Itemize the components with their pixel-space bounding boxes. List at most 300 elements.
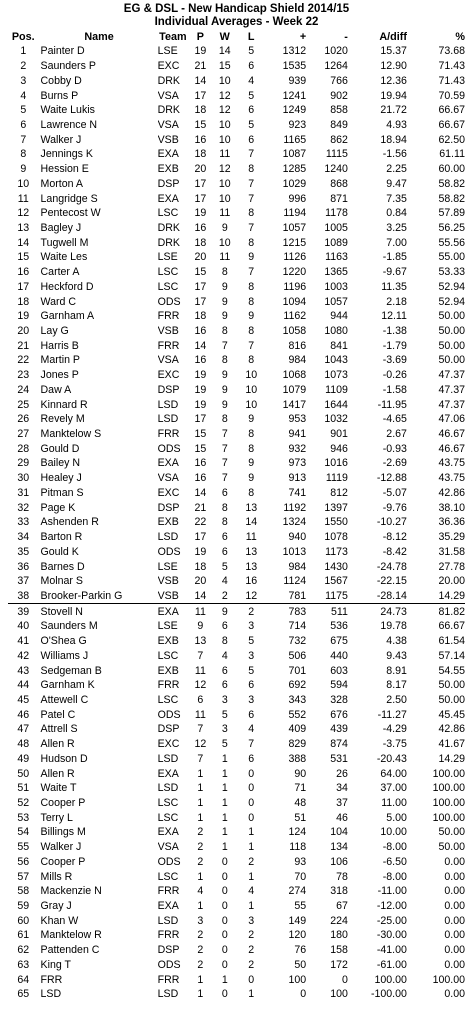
cell-won: 0 <box>221 929 228 942</box>
cell-avg-diff: 11.35 <box>381 280 407 293</box>
cell-played: 21 <box>194 501 207 514</box>
cell-avg-diff: 3.25 <box>386 221 407 234</box>
cell-for: 51 <box>294 811 307 824</box>
cell-lost: 7 <box>248 266 255 279</box>
cell-team: EXB <box>157 516 179 529</box>
table-row <box>8 176 465 191</box>
cell-lost: 8 <box>248 325 255 338</box>
table-row <box>8 206 465 221</box>
table-row <box>8 412 465 427</box>
cell-pos: 51 <box>17 782 30 795</box>
cell-for: 124 <box>288 826 307 839</box>
cell-for: 71 <box>294 782 307 795</box>
cell-team: ODS <box>157 958 181 971</box>
cell-lost: 4 <box>248 885 255 898</box>
cell-pos: 48 <box>17 738 30 751</box>
cell-pos: 3 <box>20 74 27 87</box>
cell-name: Healey J <box>40 472 82 485</box>
cell-team: LSC <box>157 797 179 810</box>
cell-pos: 20 <box>17 325 30 338</box>
table-row <box>8 707 465 722</box>
cell-name: Billings M <box>40 826 86 839</box>
table-row <box>8 397 465 412</box>
cell-avg-diff: -0.26 <box>382 369 407 382</box>
cell-percent: 58.82 <box>438 177 465 190</box>
cell-name: Barnes D <box>40 560 85 573</box>
cell-avg-diff: -3.75 <box>382 738 407 751</box>
cell-avg-diff: -3.69 <box>382 354 407 367</box>
cell-won: 8 <box>221 354 228 367</box>
cell-for: 692 <box>288 679 307 692</box>
cell-for: 552 <box>288 708 307 721</box>
cell-for: 1194 <box>283 207 307 220</box>
cell-won: 14 <box>218 45 231 58</box>
cell-name: Hession E <box>40 163 89 176</box>
cell-team: ODS <box>157 295 181 308</box>
cell-percent: 50.00 <box>438 826 465 839</box>
cell-pos: 60 <box>17 914 30 927</box>
table-body <box>8 44 465 1002</box>
cell-pos: 34 <box>17 531 30 544</box>
cell-team: ODS <box>157 442 181 455</box>
table-row <box>8 353 465 368</box>
cell-name: Pattenden C <box>40 944 100 957</box>
table-row <box>8 118 465 133</box>
cell-against: 1080 <box>324 325 348 338</box>
cell-lost: 0 <box>248 811 255 824</box>
cell-won: 0 <box>221 944 228 957</box>
cell-pos: 32 <box>17 501 30 514</box>
cell-name: Manktelow S <box>40 428 102 441</box>
table-row <box>8 810 465 825</box>
cell-pos: 61 <box>17 929 30 942</box>
cell-percent: 46.67 <box>438 428 465 441</box>
cell-avg-diff: 64.00 <box>380 767 407 780</box>
cell-lost: 8 <box>248 486 255 499</box>
cell-won: 11 <box>219 251 231 264</box>
cell-played: 4 <box>197 885 204 898</box>
table-row <box>8 427 465 442</box>
cell-pos: 36 <box>17 560 30 573</box>
cell-team: LSE <box>157 620 178 633</box>
cell-pos: 27 <box>17 428 30 441</box>
cell-name: Cooper P <box>40 797 86 810</box>
cell-percent: 38.10 <box>438 501 465 514</box>
cell-lost: 8 <box>248 354 255 367</box>
table-row <box>8 368 465 383</box>
cell-lost: 2 <box>248 944 255 957</box>
cell-team: LSE <box>157 251 178 264</box>
cell-pos: 12 <box>17 207 30 220</box>
cell-played: 2 <box>197 855 204 868</box>
cell-won: 9 <box>221 383 228 396</box>
cell-avg-diff: -12.88 <box>376 472 407 485</box>
cell-for: 120 <box>288 929 307 942</box>
cell-name: Ward C <box>40 295 77 308</box>
cell-lost: 8 <box>248 442 255 455</box>
cell-pos: 10 <box>17 177 30 190</box>
cell-name: Sedgeman B <box>40 664 102 677</box>
cell-lost: 2 <box>248 605 255 618</box>
table-row <box>8 604 465 619</box>
cell-team: VSA <box>157 89 179 102</box>
cell-pos: 54 <box>17 826 30 839</box>
cell-team: DRK <box>157 74 180 87</box>
cell-team: LSC <box>157 649 179 662</box>
cell-percent: 55.00 <box>438 251 465 264</box>
cell-name: Attrell S <box>40 723 78 736</box>
header-row <box>8 30 465 44</box>
cell-name: Attewell C <box>40 693 89 706</box>
cell-percent: 50.00 <box>438 679 465 692</box>
cell-won: 9 <box>221 295 228 308</box>
cell-for: 1312 <box>282 45 307 58</box>
cell-against: 1109 <box>325 383 348 396</box>
cell-team: EXB <box>157 163 179 176</box>
cell-pos: 17 <box>17 280 30 293</box>
cell-percent: 20.00 <box>438 575 465 588</box>
col-header-won: W <box>219 31 230 43</box>
cell-avg-diff: -11.00 <box>377 885 407 898</box>
table-row <box>8 544 465 559</box>
cell-for: 953 <box>288 413 307 426</box>
cell-team: LSD <box>157 398 179 411</box>
cell-won: 15 <box>218 60 231 73</box>
cell-percent: 50.00 <box>438 693 465 706</box>
cell-for: 1165 <box>283 133 307 146</box>
cell-percent: 14.29 <box>407 589 465 604</box>
cell-percent: 57.14 <box>438 649 465 662</box>
cell-won: 12 <box>218 163 231 176</box>
cell-team: FRR <box>157 428 180 441</box>
cell-played: 18 <box>194 310 207 323</box>
cell-team: LSC <box>157 693 179 706</box>
cell-won: 2 <box>213 589 237 604</box>
cell-against: 1644 <box>324 398 348 411</box>
cell-pos: 33 <box>17 516 30 529</box>
cell-name: Waite Lukis <box>40 104 95 117</box>
col-header-pos: Pos. <box>11 31 35 43</box>
cell-played: 16 <box>194 325 207 338</box>
table-row <box>8 589 465 604</box>
cell-pos: 43 <box>17 664 30 677</box>
cell-name: Saunders P <box>40 60 96 73</box>
cell-for: 1079 <box>282 383 307 396</box>
cell-won: 0 <box>221 988 228 1001</box>
cell-won: 9 <box>221 605 228 618</box>
cell-name: King T <box>40 958 71 971</box>
cell-name: Morton A <box>40 177 83 190</box>
cell-lost: 6 <box>248 679 255 692</box>
cell-team: LSD <box>157 782 179 795</box>
cell-percent: 47.37 <box>438 383 465 396</box>
col-header-team: Team <box>159 31 187 43</box>
cell-name: Gould K <box>40 545 79 558</box>
table-row <box>8 88 465 103</box>
cell-avg-diff: 9.43 <box>386 649 407 662</box>
cell-won: 10 <box>218 236 231 249</box>
cell-against: 1264 <box>324 60 348 73</box>
cell-avg-diff: -8.42 <box>382 545 407 558</box>
cell-won: 4 <box>221 575 228 588</box>
cell-for: 732 <box>288 635 307 648</box>
cell-name: Jones P <box>40 369 79 382</box>
cell-avg-diff: 37.00 <box>380 782 407 795</box>
cell-percent: 58.82 <box>438 192 465 205</box>
cell-for: 1029 <box>282 177 307 190</box>
table-row <box>8 73 465 88</box>
cell-avg-diff: -20.43 <box>376 752 407 765</box>
cell-lost: 0 <box>248 767 255 780</box>
cell-percent: 0.00 <box>444 929 465 942</box>
cell-won: 0 <box>221 855 228 868</box>
cell-percent: 100.00 <box>432 782 465 795</box>
cell-won: 0 <box>221 870 228 883</box>
cell-for: 1068 <box>282 369 307 382</box>
cell-played: 17 <box>194 89 207 102</box>
cell-percent: 100.00 <box>432 797 465 810</box>
cell-against: 676 <box>330 708 348 721</box>
cell-for: 1192 <box>283 501 307 514</box>
table-row <box>8 752 465 767</box>
cell-for: 1058 <box>282 325 307 338</box>
cell-played: 20 <box>194 251 207 264</box>
cell-won: 3 <box>221 693 228 706</box>
cell-against: 1020 <box>324 45 348 58</box>
cell-team: LSC <box>157 280 179 293</box>
cell-avg-diff: 15.37 <box>380 45 407 58</box>
cell-against: 766 <box>330 74 348 87</box>
cell-against: 106 <box>330 855 348 868</box>
cell-against: 849 <box>330 118 348 131</box>
cell-for: 701 <box>288 664 307 677</box>
cell-played: 15 <box>194 266 207 279</box>
table-row <box>8 913 465 928</box>
cell-for: 714 <box>288 620 307 633</box>
cell-name: Daw A <box>40 383 72 396</box>
cell-played: 11 <box>194 664 206 677</box>
cell-won: 6 <box>221 620 228 633</box>
page-subtitle: Individual Averages - Week 22 <box>154 16 319 28</box>
cell-team: EXA <box>157 826 179 839</box>
cell-percent: 47.06 <box>438 413 465 426</box>
cell-team: LSC <box>157 266 179 279</box>
cell-for: 1094 <box>282 295 307 308</box>
cell-name: Harris B <box>40 339 79 352</box>
cell-against: 1430 <box>324 560 348 573</box>
cell-pos: 58 <box>17 885 30 898</box>
cell-won: 4 <box>221 649 228 662</box>
cell-lost: 0 <box>248 797 255 810</box>
cell-lost: 1 <box>248 900 255 913</box>
cell-name: Brooker-Parkin G <box>39 589 158 604</box>
cell-against: 439 <box>330 723 348 736</box>
cell-against: 594 <box>330 679 348 692</box>
cell-lost: 10 <box>245 398 258 411</box>
cell-against: 871 <box>330 192 348 205</box>
cell-against: 104 <box>330 826 348 839</box>
cell-played: 16 <box>194 354 207 367</box>
cell-won: 12 <box>218 104 231 117</box>
cell-team: FRR <box>157 885 180 898</box>
cell-lost: 16 <box>245 575 258 588</box>
cell-against: 511 <box>331 605 348 618</box>
cell-name: Mills R <box>40 870 73 883</box>
cell-name: Garnham A <box>40 310 95 323</box>
cell-won: 8 <box>221 516 228 529</box>
cell-team: LSC <box>157 811 179 824</box>
cell-team: FRR <box>157 310 180 323</box>
cell-against: 1032 <box>324 413 348 426</box>
cell-team: DSP <box>157 944 180 957</box>
cell-against: 1073 <box>324 369 348 382</box>
cell-name: Walker J <box>40 133 82 146</box>
cell-name: Revely M <box>40 413 85 426</box>
cell-avg-diff: -4.65 <box>382 413 407 426</box>
cell-team: LSE <box>157 45 178 58</box>
cell-against: 946 <box>330 442 348 455</box>
cell-for: 1220 <box>282 266 307 279</box>
cell-played: 15 <box>194 442 207 455</box>
cell-lost: 8 <box>248 295 255 308</box>
cell-lost: 7 <box>248 738 255 751</box>
cell-lost: 3 <box>248 620 255 633</box>
cell-played: 17 <box>194 192 207 205</box>
cell-for: 343 <box>288 693 307 706</box>
cell-lost: 2 <box>248 958 255 971</box>
cell-percent: 61.54 <box>438 635 465 648</box>
cell-pos: 63 <box>17 958 30 971</box>
cell-for: 984 <box>288 354 307 367</box>
cell-played: 2 <box>197 826 204 839</box>
col-header-lost: L <box>247 31 255 43</box>
cell-played: 14 <box>194 74 207 87</box>
cell-percent: 50.00 <box>438 310 465 323</box>
cell-played: 12 <box>194 679 207 692</box>
cell-name: FRR <box>40 973 63 986</box>
cell-team: VSB <box>157 325 179 338</box>
cell-lost: 6 <box>248 104 255 117</box>
cell-played: 7 <box>197 649 204 662</box>
cell-for: 149 <box>288 914 307 927</box>
cell-team: LSD <box>157 413 179 426</box>
cell-pos: 2 <box>20 60 27 73</box>
cell-percent: 0.00 <box>444 885 465 898</box>
cell-against: 536 <box>330 620 348 633</box>
cell-team: EXA <box>157 900 179 913</box>
cell-against: 224 <box>330 914 348 927</box>
cell-won: 7 <box>221 442 228 455</box>
cell-played: 1 <box>197 900 204 913</box>
col-header-played: P <box>196 31 204 43</box>
cell-team: LSE <box>157 560 178 573</box>
table-row <box>8 737 465 752</box>
cell-against: 1043 <box>324 354 348 367</box>
cell-avg-diff: 2.18 <box>386 295 407 308</box>
cell-played: 11 <box>194 708 206 721</box>
cell-played: 11 <box>194 605 206 618</box>
cell-name: Bagley J <box>40 221 82 234</box>
cell-name: O'Shea G <box>40 635 87 648</box>
cell-team: EXA <box>157 605 179 618</box>
cell-won: 7 <box>221 339 228 352</box>
cell-name: Saunders M <box>40 620 98 633</box>
cell-pos: 62 <box>17 944 30 957</box>
cell-won: 9 <box>221 398 228 411</box>
cell-against: 158 <box>330 944 348 957</box>
cell-team: FRR <box>157 973 180 986</box>
col-header-against: - <box>344 31 348 43</box>
table-row <box>8 500 465 515</box>
cell-name: Ashenden R <box>40 516 99 529</box>
cell-avg-diff: 10.00 <box>380 826 407 839</box>
cell-for: 76 <box>294 944 307 957</box>
cell-won: 10 <box>218 118 231 131</box>
cell-won: 6 <box>221 486 228 499</box>
cell-lost: 1 <box>248 841 255 854</box>
cell-percent: 81.82 <box>438 605 465 618</box>
table-row <box>8 663 465 678</box>
cell-pos: 46 <box>17 708 30 721</box>
table-row <box>8 559 465 574</box>
cell-pos: 15 <box>17 251 30 264</box>
cell-pos: 18 <box>17 295 30 308</box>
cell-lost: 14 <box>245 516 258 529</box>
cell-name: Terry L <box>40 811 73 824</box>
cell-won: 1 <box>221 826 228 839</box>
cell-pos: 40 <box>17 620 30 633</box>
table-row <box>8 383 465 398</box>
table-row <box>8 781 465 796</box>
cell-lost: 1 <box>248 988 255 1001</box>
cell-percent: 35.29 <box>438 531 465 544</box>
cell-lost: 6 <box>248 708 255 721</box>
cell-name: Lawrence N <box>40 118 98 131</box>
cell-pos: 65 <box>17 988 30 1001</box>
cell-played: 22 <box>194 516 207 529</box>
cell-team: VSA <box>157 472 179 485</box>
cell-name: Mackenzie N <box>40 885 102 898</box>
table-row <box>8 619 465 634</box>
cell-pos: 5 <box>20 104 27 117</box>
cell-team: DRK <box>157 221 180 234</box>
cell-avg-diff: 12.11 <box>381 310 407 323</box>
table-row <box>8 869 465 884</box>
cell-name: Patel C <box>40 708 76 721</box>
cell-played: 1 <box>197 988 204 1001</box>
cell-for: 941 <box>288 428 307 441</box>
cell-name: Manktelow R <box>40 929 102 942</box>
cell-team: DSP <box>157 383 180 396</box>
cell-lost: 10 <box>245 383 258 396</box>
cell-avg-diff: 7.35 <box>386 192 407 205</box>
cell-pos: 21 <box>17 339 30 352</box>
cell-pos: 22 <box>17 354 30 367</box>
cell-name: Barton R <box>40 531 83 544</box>
cell-avg-diff: 4.38 <box>386 635 407 648</box>
cell-pos: 16 <box>17 266 30 279</box>
cell-won: 8 <box>221 635 228 648</box>
cell-team: DRK <box>157 236 180 249</box>
cell-for: 932 <box>288 442 307 455</box>
cell-played: 2 <box>197 841 204 854</box>
cell-for: 0 <box>300 988 307 1001</box>
cell-pos: 50 <box>17 767 30 780</box>
cell-won: 6 <box>221 545 228 558</box>
cell-won: 5 <box>221 738 228 751</box>
cell-pos: 19 <box>17 310 30 323</box>
cell-pos: 11 <box>17 192 29 205</box>
